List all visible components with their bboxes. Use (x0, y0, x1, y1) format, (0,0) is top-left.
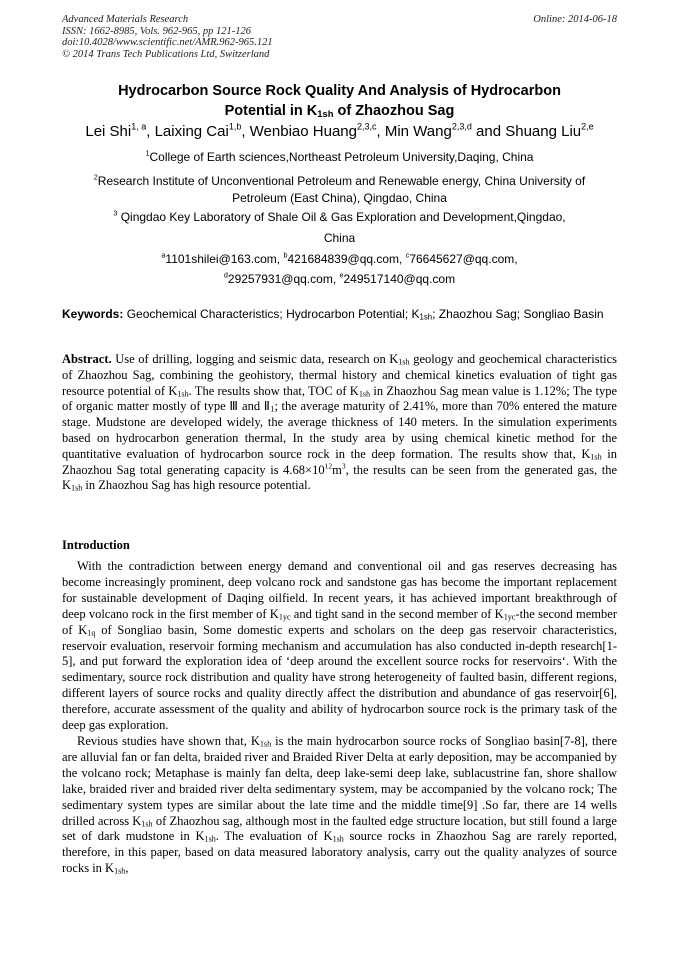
email-a: 1101shilei@163.com, (165, 252, 284, 266)
online-date: Online: 2014-06-18 (533, 14, 617, 25)
author-list: Lei Shi$^{1, a}$, Laixing Cai$^{1,b}$, Wenbiao Huang$^{2,3,c}$, Min Wang$^{2,3,d}$ and Shuang Liu$^{2,e}$ (85, 121, 594, 140)
title-line-2: Potential in $K_{1sh}$ of Zhaozhou Sag (224, 103, 455, 119)
affiliation-3: $^3$ Qingdao Key Laboratory of Shale Oil & Gas Exploration and Development,Qingdao, China (113, 208, 566, 245)
email-e: 249517140@qq.com (343, 272, 456, 286)
keywords: Keywords: Geochemical Characteristics; Hydrocarbon Potential; $K_{1sh}$; Zhaozhou Sag; Songliao Basin (62, 307, 604, 322)
email-b: 421684839@qq.com, (287, 252, 406, 266)
author-emails: $^a$1101shilei@163.com, $^b$421684839@qq.com, $^c$76645627@qq.com, $^d$29257931@qq.com, $^e$249517140@qq.com (161, 250, 518, 286)
email-d: 29257931@qq.com, (227, 272, 340, 286)
journal-name: Advanced Materials Research (62, 14, 189, 25)
doi-line: doi:10.4028/www.scientific.net/AMR.962-965.121 (62, 37, 273, 48)
email-c: 76645627@qq.com, (409, 252, 518, 266)
abstract: Abstract. Use of drilling, logging and seismic data, research on $K_{1sh}$ geology and geochemical characteristics of Zhaozhou Sag, combining the geohistory, thermal history and chemical kinetics evaluation of tight gas resource potential of $K_{1sh}$. The results show that, TOC of $K_{1sh}$ in Zhaozhou Sag mean value is 1.12%; The type of organic matter mostly of type Ⅲ and $Ⅱ_1$; the average maturity of 2.41%, more than 70% entered the mature stage. Mudstone are developed widely, the average thickness of 140 meters. In the simulation experiments based on hydrocarbon generation thermal, In the study area by using chemical kinetic method for the quantitative evaluation of hydrocarbon source rock in the deep formation. The results show that, $K_{1sh}$ in Zhaozhou Sag total generating capacity is $4.68\times 10^{12}m^3$, the results can be seen from the generated gas, the $K_{1sh}$ in Zhaozhou Sag has high resource potential. (62, 352, 618, 493)
paper-title (62, 81, 617, 121)
author: Wenbiao Huang (249, 123, 357, 140)
affiliation-1: $^1$College of Earth sciences,Northeast Petroleum University,Daqing, China (145, 148, 534, 164)
journal-header (62, 14, 617, 60)
author: Min Wang (384, 123, 452, 140)
intro-paragraph-2: Revious studies have shown that, $K_{1sh}$ is the main hydrocarbon source rocks of Songliao basin[7-8], there are alluvial fan or fan delta, braided river and Braided River Delta at early deposition, may be accompanied by the volcano rock; Metaphase is mainly fan delta, deep lake-semi deep lake, sublacustrine fan, shore shallow lake, braided river and braided river delta sedimentary system, may be accompanied by the volcano rock; The sedimentary system types are similar about the late time and the middle time[9] .So far, there are 14 wells drilled across $K_{1sh}$ of Zhaozhou sag, although most in the faulted edge structure location, but still found a large set of dark mudstone in $K_{1sh}$. The evaluation of $K_{1sh}$ source rocks in Zhaozhou Sag are rarely reported, therefore, in this paper, based on data measured laboratory analysis, carry out the quality analyzes of source rocks in $K_{1sh}$, (62, 734, 617, 876)
copyright-line: © 2014 Trans Tech Publications Ltd, Switzerland (62, 48, 270, 60)
title-line-1: Hydrocarbon Source Rock Quality And Analysis of Hydrocarbon (118, 83, 561, 99)
section-heading-introduction: Introduction (62, 538, 130, 552)
author: Shuang Liu (505, 123, 582, 140)
intro-paragraph-1: With the contradiction between energy demand and conventional oil and gas reserves decreasing has become increasingly prominent, deep volcano rock and sandstone gas has become the important replacement for sustainable development of Daqing oilfield. In recent years, it has achieved important breakthrough of deep volcano rock in the first member of $K_{1yc}$ and tight sand in the second member of $K_{1yc}$-the second member of $K_{1q}$ of Songliao basin, Some domestic experts and scholars on the deep gas reservoir characteristics, reservoir evaluation, reservoir forming mechanism and accumulation has also conducted in-depth research[1-5], and put forward the exploration idea of ‘deep around the excellent source rocks for reservoirs‘. With the sedimentary, source rock distribution and quality have strong heterogeneity of faulted basin, different regions, different layers of source rocks and quality directly affect the distribution and abundance of gas reservoir[6], therefore, accurate assessment of the quality and ability of hydrocarbon source rock is the primary task of the deep gas exploration. (62, 559, 617, 733)
author: Lei Shi (85, 123, 132, 140)
keywords-label: Keywords: (62, 307, 124, 321)
issn-line: ISSN: 1662-8985, Vols. 962-965, pp 121-126 (62, 25, 251, 37)
abstract-label: Abstract. (62, 352, 112, 366)
author: Laixing Cai (154, 123, 229, 140)
affiliation-2: $^2$Research Institute of Unconventional Petroleum and Renewable energy, China University of Petroleum (East China), Qingdao, China (93, 172, 586, 205)
